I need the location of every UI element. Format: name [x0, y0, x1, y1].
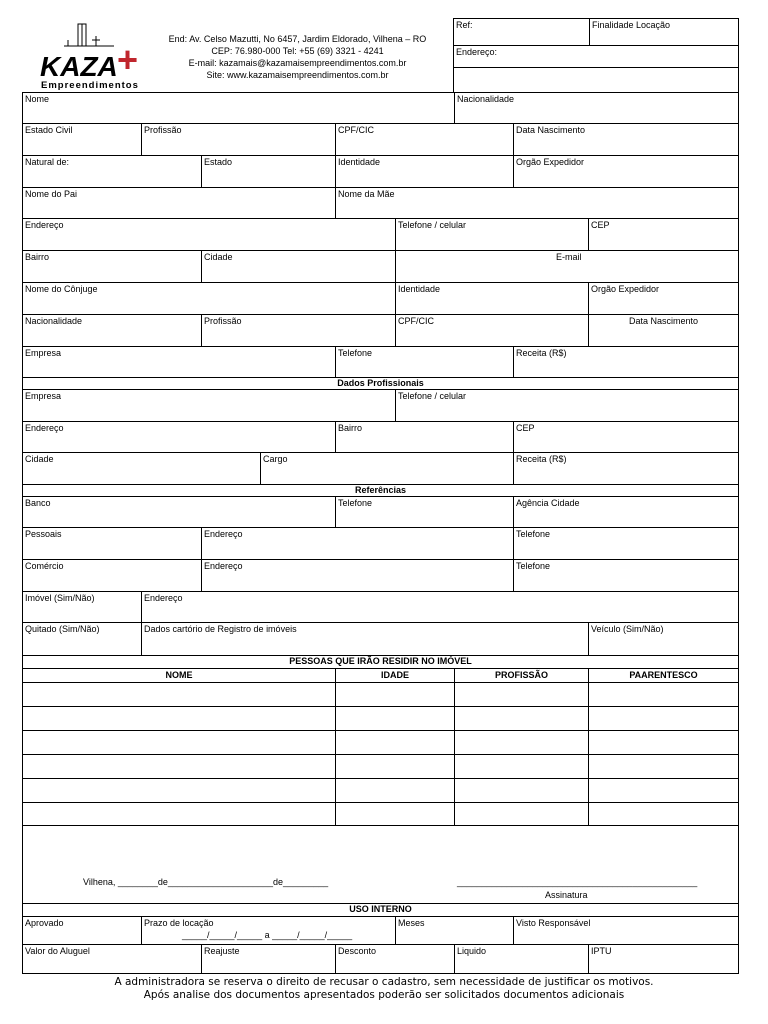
cpf-label: CPF/CIC — [338, 125, 374, 135]
cidade-label: Cidade — [204, 252, 233, 262]
profissao-field[interactable] — [141, 124, 335, 155]
liquido-label: Liquido — [457, 946, 487, 956]
ref-address-field[interactable] — [454, 46, 738, 67]
estado-field[interactable] — [201, 156, 335, 187]
ref-agencia-field[interactable] — [513, 497, 738, 527]
resident-nome-cell[interactable] — [23, 779, 335, 802]
ref-banco-label: Banco — [25, 498, 51, 508]
estado-civil-field[interactable] — [23, 124, 141, 155]
identidade-field[interactable] — [335, 156, 513, 187]
visto-responsavel-label: Visto Responsável — [516, 918, 591, 928]
prof-endereco-label: Endereço — [25, 423, 64, 433]
aprovado-field[interactable] — [23, 917, 141, 944]
logo-text: KAZA — [40, 51, 118, 82]
resident-nome-cell[interactable] — [23, 683, 335, 706]
cep-field[interactable] — [588, 219, 738, 250]
conjuge-data-nascimento-label: Data Nascimento — [629, 316, 699, 326]
conjuge-cpf-field[interactable] — [395, 315, 588, 346]
ref-cartorio-label: Dados cartório de Registro de imóveis — [144, 624, 297, 634]
desconto-label: Desconto — [338, 946, 377, 956]
prof-receita-field[interactable] — [513, 453, 738, 484]
table-row — [23, 802, 738, 825]
conjuge-profissao-field[interactable] — [201, 315, 395, 346]
section-pessoas-residir: PESSOAS QUE IRÃO RESIDIR NO IMÓVEL — [23, 655, 738, 668]
ref-quitado-field[interactable] — [23, 623, 141, 655]
valor-aluguel-label: Valor do Aluguel — [25, 946, 90, 956]
resident-idade-cell[interactable] — [335, 731, 454, 754]
prazo-locacao-field[interactable] — [141, 917, 395, 944]
aprovado-label: Aprovado — [25, 918, 64, 928]
prazo-locacao-blank: _____/_____/_____ a _____/_____/_____ — [182, 930, 353, 940]
natural-field[interactable] — [23, 156, 201, 187]
resident-parentesco-cell[interactable] — [588, 779, 738, 802]
prof-cep-field[interactable] — [513, 422, 738, 452]
prof-endereco-field[interactable] — [23, 422, 335, 452]
email-label: E-mail — [556, 252, 582, 262]
estado-label: Estado — [204, 157, 233, 167]
ref-pessoais-telefone-label: Telefone — [516, 529, 551, 539]
nome-pai-field[interactable] — [23, 188, 335, 218]
conjuge-orgao-label: Orgão Expedidor — [591, 284, 660, 294]
ref-banco-telefone-field[interactable] — [335, 497, 513, 527]
resident-profissao-cell[interactable] — [454, 803, 588, 825]
resident-parentesco-cell[interactable] — [588, 683, 738, 706]
visto-responsavel-field[interactable] — [513, 917, 738, 944]
table-row — [23, 730, 738, 754]
finalidade-label: Finalidade Locação — [592, 20, 671, 30]
col-profissao: PROFISSÃO — [454, 669, 588, 682]
resident-nome-cell[interactable] — [23, 731, 335, 754]
nome-mae-label: Nome da Mãe — [338, 189, 395, 199]
nome-pai-label: Nome do Pai — [25, 189, 78, 199]
liquido-field[interactable] — [454, 945, 588, 973]
data-nascimento-field[interactable] — [513, 124, 738, 155]
telefone-celular-label: Telefone / celular — [398, 220, 467, 230]
ref-comercio-label: Comércio — [25, 561, 64, 571]
resident-idade-cell[interactable] — [335, 755, 454, 778]
logo-plus: + — [117, 39, 139, 80]
section-uso-interno: USO INTERNO — [23, 903, 738, 916]
nacionalidade-label: Nacionalidade — [457, 94, 515, 104]
ref-banco-field[interactable] — [23, 497, 335, 527]
company-logo — [34, 20, 152, 92]
ref-agencia-label: Agência Cidade — [516, 498, 580, 508]
ref-comercio-field[interactable] — [23, 560, 201, 591]
meses-field[interactable] — [395, 917, 513, 944]
resident-profissao-cell[interactable] — [454, 755, 588, 778]
resident-parentesco-cell[interactable] — [588, 755, 738, 778]
iptu-field[interactable] — [588, 945, 738, 973]
reference-box — [453, 18, 739, 93]
resident-parentesco-cell[interactable] — [588, 803, 738, 825]
bairro-label: Bairro — [25, 252, 50, 262]
ref-address-field-2[interactable] — [454, 68, 738, 91]
resident-parentesco-cell[interactable] — [588, 731, 738, 754]
ref-cartorio-field[interactable] — [141, 623, 588, 655]
resident-profissao-cell[interactable] — [454, 683, 588, 706]
address-line: End: Av. Celso Mazutti, No 6457, Jardim Eldorado, Vilhena – RO — [168, 34, 427, 44]
estado-civil-label: Estado Civil — [25, 125, 73, 135]
conjuge-nome-field[interactable] — [23, 283, 395, 314]
ref-address-label: Endereço: — [456, 47, 498, 57]
natural-label: Natural de: — [25, 157, 70, 167]
resident-idade-cell[interactable] — [335, 683, 454, 706]
conjuge-receita-label: Receita (R$) — [516, 348, 567, 358]
ref-pessoais-label: Pessoais — [25, 529, 62, 539]
conjuge-nacionalidade-field[interactable] — [23, 315, 201, 346]
prazo-locacao-label: Prazo de locação — [144, 918, 214, 928]
conjuge-profissao-label: Profissão — [204, 316, 242, 326]
footer-disclaimer: A administradora se reserva o direito de recusar o cadastro, sem necessidade de justificar os motivos. — [114, 976, 654, 988]
conjuge-receita-field[interactable] — [513, 347, 738, 377]
ref-pessoais-telefone-field[interactable] — [513, 528, 738, 559]
residents-header-row — [23, 668, 738, 682]
signature-area — [23, 825, 738, 903]
telefone-celular-field[interactable] — [395, 219, 588, 250]
resident-parentesco-cell[interactable] — [588, 707, 738, 730]
address-site: Site: www.kazamaisempreendimentos.com.br — [206, 70, 389, 80]
email-field[interactable] — [395, 251, 738, 282]
logo-subtitle: Empreendimentos — [41, 80, 139, 91]
conjuge-telefone-label: Telefone — [338, 348, 373, 358]
form-grid — [22, 92, 739, 974]
endereco-label: Endereço — [25, 220, 64, 230]
endereco-field[interactable] — [23, 219, 395, 250]
reajuste-label: Reajuste — [204, 946, 240, 956]
nome-field[interactable] — [23, 93, 454, 123]
prof-empresa-label: Empresa — [25, 391, 62, 401]
ref-comercio-telefone-label: Telefone — [516, 561, 551, 571]
col-nome: NOME — [165, 670, 193, 680]
ref-pessoais-endereco-label: Endereço — [204, 529, 243, 539]
finalidade-field[interactable] — [589, 19, 738, 45]
cpf-field[interactable] — [335, 124, 513, 155]
signature-label: Assinatura — [545, 890, 588, 900]
resident-profissao-cell[interactable] — [454, 779, 588, 802]
signature-line[interactable]: ________________________________________________ — [457, 877, 698, 887]
address-email: E-mail: kazamais@kazamaisempreendimentos.com.br — [188, 58, 407, 68]
resident-nome-cell[interactable] — [23, 755, 335, 778]
address-cep-phone: CEP: 76.980-000 Tel: +55 (69) 3321 - 4241 — [211, 46, 384, 56]
ref-banco-telefone-label: Telefone — [338, 498, 373, 508]
profissao-label: Profissão — [144, 125, 182, 135]
prof-cidade-field[interactable] — [23, 453, 260, 484]
iptu-label: IPTU — [591, 946, 612, 956]
conjuge-cpf-label: CPF/CIC — [398, 316, 434, 326]
cidade-field[interactable] — [201, 251, 395, 282]
resident-idade-cell[interactable] — [335, 707, 454, 730]
orgao-expedidor-label: Orgão Expedidor — [516, 157, 585, 167]
conjuge-identidade-field[interactable] — [395, 283, 588, 314]
prof-telefone-label: Telefone / celular — [398, 391, 467, 401]
prof-receita-label: Receita (R$) — [516, 454, 567, 464]
section-referencias: Referências — [23, 484, 738, 496]
col-parentesco: PAARENTESCO — [588, 669, 738, 682]
date-line[interactable]: Vilhena, ________de_____________________de_________ — [83, 877, 329, 887]
ref-field[interactable] — [454, 19, 589, 45]
resident-idade-cell[interactable] — [335, 779, 454, 802]
conjuge-telefone-field[interactable] — [335, 347, 513, 377]
conjuge-data-nascimento-field[interactable] — [588, 315, 738, 346]
conjuge-nome-label: Nome do Cônjuge — [25, 284, 98, 294]
nome-mae-field[interactable] — [335, 188, 738, 218]
prof-cep-label: CEP — [516, 423, 535, 433]
conjuge-empresa-field[interactable] — [23, 347, 335, 377]
footer-documents-note: Após analise dos documentos apresentados poderão ser solicitados documentos adicionais — [143, 989, 625, 1001]
table-row — [23, 754, 738, 778]
prof-cidade-label: Cidade — [25, 454, 54, 464]
ref-veiculo-label: Veículo (Sim/Não) — [591, 624, 664, 634]
table-row — [23, 706, 738, 730]
prof-bairro-field[interactable] — [335, 422, 513, 452]
resident-nome-cell[interactable] — [23, 803, 335, 825]
company-address — [150, 33, 445, 81]
nacionalidade-field[interactable] — [454, 93, 738, 123]
ref-comercio-telefone-field[interactable] — [513, 560, 738, 591]
desconto-field[interactable] — [335, 945, 454, 973]
conjuge-orgao-field[interactable] — [588, 283, 738, 314]
table-row — [23, 682, 738, 706]
meses-label: Meses — [398, 918, 425, 928]
col-idade: IDADE — [335, 669, 454, 682]
resident-idade-cell[interactable] — [335, 803, 454, 825]
prof-cargo-field[interactable] — [260, 453, 513, 484]
prof-cargo-label: Cargo — [263, 454, 288, 464]
conjuge-identidade-label: Identidade — [398, 284, 441, 294]
identidade-label: Identidade — [338, 157, 381, 167]
resident-nome-cell[interactable] — [23, 707, 335, 730]
ref-imovel-label: Imóvel (Sim/Não) — [25, 593, 95, 603]
bairro-field[interactable] — [23, 251, 201, 282]
table-row — [23, 778, 738, 802]
conjuge-empresa-label: Empresa — [25, 348, 62, 358]
ref-comercio-endereco-field[interactable] — [201, 560, 513, 591]
prof-bairro-label: Bairro — [338, 423, 363, 433]
valor-aluguel-field[interactable] — [23, 945, 201, 973]
ref-imovel-field[interactable] — [23, 592, 141, 622]
reajuste-field[interactable] — [201, 945, 335, 973]
ref-imovel-endereco-label: Endereço — [144, 593, 183, 603]
data-nascimento-label: Data Nascimento — [516, 125, 586, 135]
ref-quitado-label: Quitado (Sim/Não) — [25, 624, 100, 634]
prof-telefone-field[interactable] — [395, 390, 738, 421]
section-dados-profissionais: Dados Profissionais — [23, 377, 738, 389]
ref-pessoais-endereco-field[interactable] — [201, 528, 513, 559]
resident-profissao-cell[interactable] — [454, 707, 588, 730]
prof-empresa-field[interactable] — [23, 390, 395, 421]
nome-label: Nome — [25, 94, 50, 104]
cep-label: CEP — [591, 220, 610, 230]
orgao-expedidor-field[interactable] — [513, 156, 738, 187]
ref-imovel-endereco-field[interactable] — [141, 592, 738, 622]
ref-comercio-endereco-label: Endereço — [204, 561, 243, 571]
ref-label: Ref: — [456, 20, 473, 30]
conjuge-nacionalidade-label: Nacionalidade — [25, 316, 83, 326]
ref-veiculo-field[interactable] — [588, 623, 738, 655]
resident-profissao-cell[interactable] — [454, 731, 588, 754]
ref-pessoais-field[interactable] — [23, 528, 201, 559]
